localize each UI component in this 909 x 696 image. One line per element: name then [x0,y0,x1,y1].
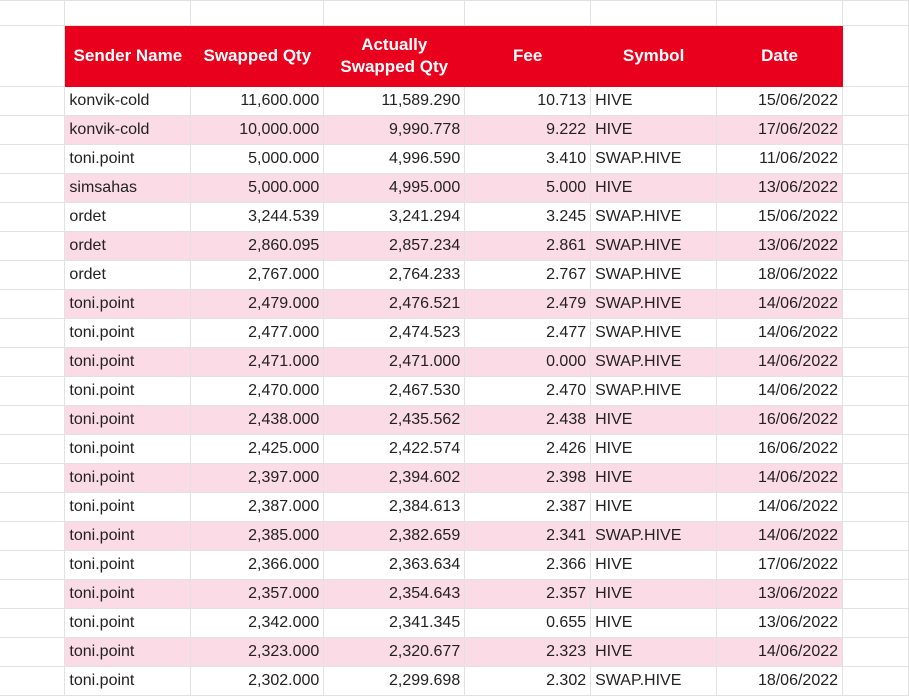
cell[interactable] [0,522,65,551]
cell[interactable] [0,667,65,696]
cell-fee[interactable]: 2.479 [465,290,591,319]
cell[interactable] [843,667,909,696]
cell[interactable] [191,1,324,26]
cell[interactable] [0,551,65,580]
cell-symbol[interactable]: HIVE [591,174,717,203]
cell-actually-swapped-qty[interactable]: 2,363.634 [324,551,465,580]
cell-swapped-qty[interactable]: 2,357.000 [191,580,324,609]
cell[interactable] [843,609,909,638]
cell-date[interactable]: 18/06/2022 [717,261,843,290]
cell[interactable] [0,145,65,174]
cell-swapped-qty[interactable]: 3,244.539 [191,203,324,232]
cell-swapped-qty[interactable]: 2,342.000 [191,609,324,638]
cell[interactable] [717,1,843,26]
table-row [0,348,909,377]
cell-sender-name[interactable]: toni.point [65,493,191,522]
cell[interactable] [843,290,909,319]
cell[interactable] [324,1,465,26]
cell-swapped-qty[interactable]: 2,767.000 [191,261,324,290]
cell-swapped-qty[interactable]: 2,366.000 [191,551,324,580]
cell-sender-name[interactable]: konvik-cold [65,116,191,145]
cell-date[interactable]: 14/06/2022 [717,290,843,319]
cell-swapped-qty[interactable]: 2,438.000 [191,406,324,435]
cell-fee[interactable]: 2.366 [465,551,591,580]
cell-fee[interactable]: 2.387 [465,493,591,522]
cell-date[interactable]: 13/06/2022 [717,580,843,609]
cell[interactable] [843,580,909,609]
cell-swapped-qty[interactable]: 2,479.000 [191,290,324,319]
cell[interactable] [843,261,909,290]
header-fee[interactable]: Fee [465,26,591,87]
cell-symbol[interactable]: HIVE [591,116,717,145]
cell-actually-swapped-qty[interactable]: 2,435.562 [324,406,465,435]
cell-symbol[interactable]: SWAP.HIVE [591,348,717,377]
cell-symbol[interactable]: SWAP.HIVE [591,261,717,290]
cell-actually-swapped-qty[interactable]: 2,857.234 [324,232,465,261]
cell-actually-swapped-qty[interactable]: 11,589.290 [324,87,465,116]
cell-fee[interactable]: 2.323 [465,638,591,667]
cell[interactable] [843,145,909,174]
cell[interactable] [465,1,591,26]
cell-swapped-qty[interactable]: 2,302.000 [191,667,324,696]
cell-symbol[interactable]: SWAP.HIVE [591,232,717,261]
cell-sender-name[interactable]: toni.point [65,580,191,609]
cell[interactable] [843,203,909,232]
cell-symbol[interactable]: SWAP.HIVE [591,290,717,319]
table-row [0,580,909,609]
cell[interactable] [591,1,717,26]
cell[interactable] [0,348,65,377]
cell-sender-name[interactable]: toni.point [65,145,191,174]
table-row [0,406,909,435]
cell-date[interactable]: 13/06/2022 [717,609,843,638]
table-row [0,638,909,667]
cell[interactable] [843,377,909,406]
cell[interactable] [843,638,909,667]
cell-date[interactable]: 18/06/2022 [717,667,843,696]
cell[interactable] [0,580,65,609]
cell[interactable] [843,174,909,203]
cell-fee[interactable]: 2.767 [465,261,591,290]
cell-swapped-qty[interactable]: 2,387.000 [191,493,324,522]
cell-actually-swapped-qty[interactable]: 2,394.602 [324,464,465,493]
cell-swapped-qty[interactable]: 2,860.095 [191,232,324,261]
cell-date[interactable]: 15/06/2022 [717,203,843,232]
cell-actually-swapped-qty[interactable]: 2,474.523 [324,319,465,348]
cell-fee[interactable]: 10.713 [465,87,591,116]
table-row [0,116,909,145]
table-row [0,261,909,290]
cell-actually-swapped-qty[interactable]: 2,299.698 [324,667,465,696]
cell-symbol[interactable]: SWAP.HIVE [591,522,717,551]
cell-sender-name[interactable]: toni.point [65,667,191,696]
table-row [0,319,909,348]
cell-date[interactable]: 14/06/2022 [717,464,843,493]
cell[interactable] [843,493,909,522]
cell-sender-name[interactable]: toni.point [65,551,191,580]
cell-sender-name[interactable]: toni.point [65,406,191,435]
cell[interactable] [843,87,909,116]
cell-sender-name[interactable]: toni.point [65,377,191,406]
cell-fee[interactable]: 2.426 [465,435,591,464]
cell-swapped-qty[interactable]: 2,477.000 [191,319,324,348]
cell-date[interactable]: 16/06/2022 [717,435,843,464]
header-swapped-qty[interactable]: Swapped Qty [191,26,324,87]
cell-swapped-qty[interactable]: 2,470.000 [191,377,324,406]
cell[interactable] [843,406,909,435]
cell-swapped-qty[interactable]: 2,425.000 [191,435,324,464]
cell-symbol[interactable]: HIVE [591,609,717,638]
cell-date[interactable]: 14/06/2022 [717,319,843,348]
table-row [0,87,909,116]
header-sender-name[interactable]: Sender Name [65,26,191,87]
cell[interactable] [0,174,65,203]
table-row [0,203,909,232]
cell[interactable] [0,116,65,145]
cell-fee[interactable]: 2.341 [465,522,591,551]
cell-sender-name[interactable]: toni.point [65,464,191,493]
cell-actually-swapped-qty[interactable]: 4,996.590 [324,145,465,174]
cell-symbol[interactable]: SWAP.HIVE [591,319,717,348]
cell[interactable] [0,261,65,290]
cell-date[interactable]: 14/06/2022 [717,377,843,406]
cell[interactable] [0,203,65,232]
cell-date[interactable]: 14/06/2022 [717,348,843,377]
cell-actually-swapped-qty[interactable]: 2,384.613 [324,493,465,522]
cell-actually-swapped-qty[interactable]: 9,990.778 [324,116,465,145]
cell-swapped-qty[interactable]: 2,471.000 [191,348,324,377]
cell-sender-name[interactable]: toni.point [65,435,191,464]
cell[interactable] [0,609,65,638]
table-row [0,290,909,319]
cell-fee[interactable]: 3.245 [465,203,591,232]
cell-actually-swapped-qty[interactable]: 2,382.659 [324,522,465,551]
cell-date[interactable]: 17/06/2022 [717,116,843,145]
cell-symbol[interactable]: HIVE [591,580,717,609]
header-date[interactable]: Date [717,26,843,87]
table-row [0,377,909,406]
table-row [0,551,909,580]
cell-fee[interactable]: 0.000 [465,348,591,377]
cell-fee[interactable]: 2.398 [465,464,591,493]
cell[interactable] [0,319,65,348]
cell-swapped-qty[interactable]: 2,385.000 [191,522,324,551]
cell-sender-name[interactable]: toni.point [65,290,191,319]
cell[interactable] [843,26,909,87]
cell[interactable] [843,522,909,551]
table-row [0,609,909,638]
cell[interactable] [843,464,909,493]
cell-actually-swapped-qty[interactable]: 2,341.345 [324,609,465,638]
cell[interactable] [0,464,65,493]
cell-actually-swapped-qty[interactable]: 2,320.677 [324,638,465,667]
cell-actually-swapped-qty[interactable]: 2,476.521 [324,290,465,319]
table-row [0,232,909,261]
cell-swapped-qty[interactable]: 5,000.000 [191,174,324,203]
cell[interactable] [843,232,909,261]
cell-fee[interactable]: 0.655 [465,609,591,638]
cell[interactable] [0,87,65,116]
cell-sender-name[interactable]: toni.point [65,638,191,667]
cell-fee[interactable]: 2.357 [465,580,591,609]
cell-sender-name[interactable]: toni.point [65,609,191,638]
cell-fee[interactable]: 2.302 [465,667,591,696]
cell-fee[interactable]: 3.410 [465,145,591,174]
cell-symbol[interactable]: SWAP.HIVE [591,667,717,696]
table-row [0,145,909,174]
cell-symbol[interactable]: SWAP.HIVE [591,203,717,232]
cell-symbol[interactable]: HIVE [591,406,717,435]
cell[interactable] [843,116,909,145]
cell-swapped-qty[interactable]: 2,397.000 [191,464,324,493]
cell-fee[interactable]: 2.477 [465,319,591,348]
cell-swapped-qty[interactable]: 10,000.000 [191,116,324,145]
cell[interactable] [843,319,909,348]
cell-symbol[interactable]: SWAP.HIVE [591,377,717,406]
cell[interactable] [0,26,65,87]
cell-date[interactable]: 11/06/2022 [717,145,843,174]
cell[interactable] [843,551,909,580]
cell-actually-swapped-qty[interactable]: 3,241.294 [324,203,465,232]
table-row [0,435,909,464]
cell-fee[interactable]: 5.000 [465,174,591,203]
table-row [0,464,909,493]
empty-top-row [0,1,909,26]
cell-swapped-qty[interactable]: 11,600.000 [191,87,324,116]
cell[interactable] [0,290,65,319]
cell-swapped-qty[interactable]: 5,000.000 [191,145,324,174]
header-actually-swapped-qty[interactable]: Actually Swapped Qty [324,26,465,87]
cell-symbol[interactable]: HIVE [591,435,717,464]
cell-symbol[interactable]: HIVE [591,493,717,522]
header-row [0,26,909,87]
cell[interactable] [843,348,909,377]
cell-sender-name[interactable]: ordet [65,232,191,261]
cell[interactable] [0,232,65,261]
cell-sender-name[interactable]: ordet [65,203,191,232]
cell-date[interactable]: 14/06/2022 [717,493,843,522]
header-symbol[interactable]: Symbol [591,26,717,87]
cell-fee[interactable]: 9.222 [465,116,591,145]
cell-sender-name[interactable]: simsahas [65,174,191,203]
cell[interactable] [0,435,65,464]
cell-sender-name[interactable]: konvik-cold [65,87,191,116]
cell-date[interactable]: 15/06/2022 [717,87,843,116]
cell-sender-name[interactable]: ordet [65,261,191,290]
cell-sender-name[interactable]: toni.point [65,319,191,348]
table-body [0,1,909,696]
cell-date[interactable]: 14/06/2022 [717,638,843,667]
cell-sender-name[interactable]: toni.point [65,348,191,377]
cell[interactable] [0,406,65,435]
cell-actually-swapped-qty[interactable]: 4,995.000 [324,174,465,203]
cell-date[interactable]: 14/06/2022 [717,522,843,551]
cell-date[interactable]: 16/06/2022 [717,406,843,435]
cell-symbol[interactable]: HIVE [591,87,717,116]
cell-date[interactable]: 13/06/2022 [717,232,843,261]
cell[interactable] [65,1,191,26]
table-row [0,174,909,203]
cell-fee[interactable]: 2.861 [465,232,591,261]
cell-symbol[interactable]: HIVE [591,464,717,493]
cell-fee[interactable]: 2.470 [465,377,591,406]
cell[interactable] [0,638,65,667]
cell-sender-name[interactable]: toni.point [65,522,191,551]
cell[interactable] [0,1,65,26]
table-row [0,522,909,551]
cell[interactable] [843,1,909,26]
cell-swapped-qty[interactable]: 2,323.000 [191,638,324,667]
table-row [0,493,909,522]
cell-symbol[interactable]: HIVE [591,551,717,580]
cell-date[interactable]: 13/06/2022 [717,174,843,203]
cell[interactable] [0,377,65,406]
cell[interactable] [0,493,65,522]
cell-actually-swapped-qty[interactable]: 2,422.574 [324,435,465,464]
cell-fee[interactable]: 2.438 [465,406,591,435]
cell-actually-swapped-qty[interactable]: 2,471.000 [324,348,465,377]
cell-date[interactable]: 17/06/2022 [717,551,843,580]
cell[interactable] [843,435,909,464]
cell-actually-swapped-qty[interactable]: 2,467.530 [324,377,465,406]
table-row [0,667,909,696]
cell-symbol[interactable]: SWAP.HIVE [591,145,717,174]
cell-actually-swapped-qty[interactable]: 2,354.643 [324,580,465,609]
cell-actually-swapped-qty[interactable]: 2,764.233 [324,261,465,290]
cell-symbol[interactable]: HIVE [591,638,717,667]
